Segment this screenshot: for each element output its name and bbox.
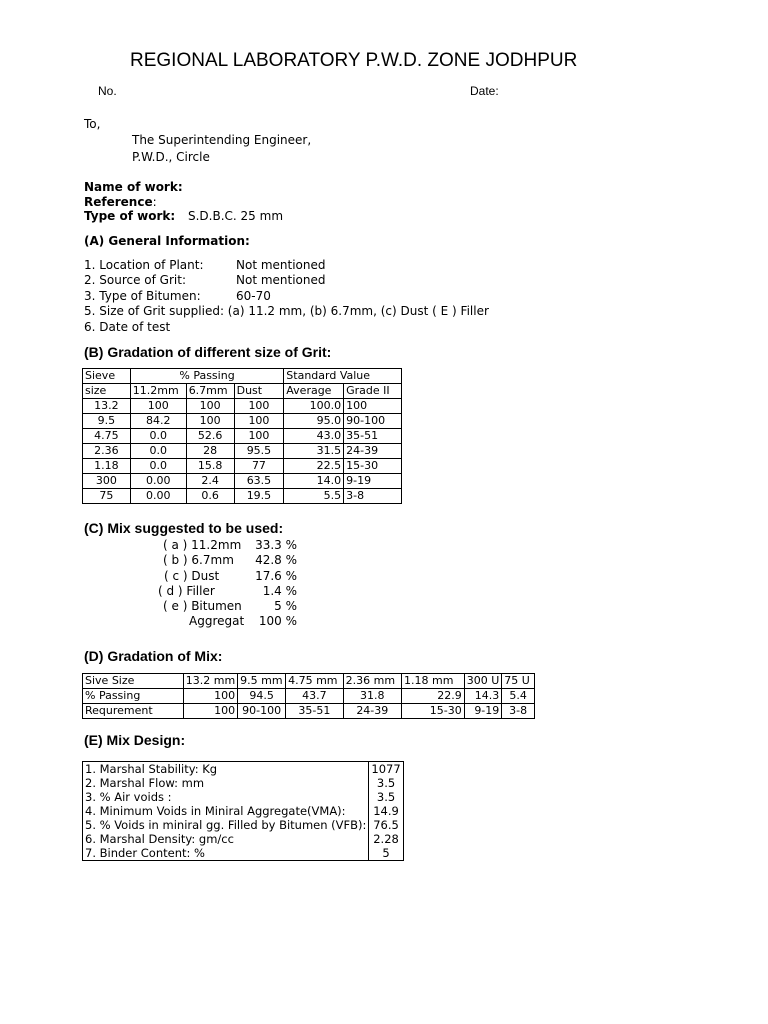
table-cell: 22.9 <box>402 689 465 704</box>
type-of-work-label: Type of work: <box>84 209 176 223</box>
table-cell: 43.0 <box>284 429 344 444</box>
table-cell: 5 <box>369 846 403 861</box>
table-cell: 0.6 <box>186 489 234 504</box>
table-cell: 15-30 <box>344 459 402 474</box>
table-cell: 100 <box>130 399 186 414</box>
mix-item-label: Aggregat <box>189 614 245 629</box>
general-item-label: 2. Source of Grit: <box>84 273 186 287</box>
table-cell: 0.0 <box>130 444 186 459</box>
general-item-label: 1. Location of Plant: <box>84 258 204 272</box>
mix-suggested-list <box>155 538 297 630</box>
mix-suggested-heading: (C) Mix suggested to be used: <box>84 520 284 536</box>
table-row <box>83 704 535 719</box>
mix-design-table <box>82 761 404 861</box>
table-cell: 13.2 <box>83 399 131 414</box>
table-cell: 15.8 <box>186 459 234 474</box>
list-item <box>155 538 297 553</box>
table-header-row <box>83 674 535 689</box>
table-header-row <box>83 384 402 399</box>
header-cell: size <box>83 384 131 399</box>
table-cell: 15-30 <box>402 704 465 719</box>
table-cell: 14.0 <box>284 474 344 489</box>
reference-row <box>84 195 157 209</box>
table-cell: 22.5 <box>284 459 344 474</box>
general-item-value: Not mentioned <box>236 258 326 272</box>
table-cell: 3-8 <box>344 489 402 504</box>
table-cell: 90-100 <box>238 704 286 719</box>
table-cell: 300 <box>83 474 131 489</box>
table-cell: 94.5 <box>238 689 286 704</box>
general-item-label: 5. Size of Grit supplied: (a) 11.2 mm, (b) 6.7mm, (c) Dust ( E ) Filler <box>84 304 489 318</box>
table-cell: 100 <box>183 704 237 719</box>
table-cell: 35-51 <box>286 704 344 719</box>
header-cell: Dust <box>234 384 284 399</box>
table-row <box>83 776 404 790</box>
header-cell: 11.2mm <box>130 384 186 399</box>
table-cell: 100 <box>234 414 284 429</box>
table-cell: 31.5 <box>284 444 344 459</box>
header-cell: 2.36 mm <box>343 674 401 689</box>
table-row <box>83 399 402 414</box>
table-row <box>83 818 404 832</box>
table-cell: 7. Binder Content: % <box>83 846 369 861</box>
table-cell: 76.5 <box>369 818 403 832</box>
grit-gradation-table <box>82 368 402 504</box>
table-cell: 63.5 <box>234 474 284 489</box>
header-cell: Grade II <box>344 384 402 399</box>
mix-item-value: 5 % <box>274 599 297 614</box>
table-cell: 100.0 <box>284 399 344 414</box>
mix-item-value: 33.3 % <box>255 538 297 552</box>
mix-gradation-heading: (D) Gradation of Mix: <box>84 648 223 664</box>
list-item <box>155 584 297 599</box>
grit-gradation-heading: (B) Gradation of different size of Grit: <box>84 344 332 360</box>
table-row <box>83 790 404 804</box>
header-cell: Standard Value <box>284 369 402 384</box>
general-item-value: 60-70 <box>236 289 271 303</box>
table-cell: 1.18 <box>83 459 131 474</box>
table-cell: 3-8 <box>502 704 535 719</box>
mix-item-value: 1.4 % <box>262 583 297 598</box>
page-title: REGIONAL LABORATORY P.W.D. ZONE JODHPUR <box>130 50 578 71</box>
mix-item-label: ( d ) Filler <box>158 583 215 598</box>
header-cell: 75 U <box>502 674 535 689</box>
table-cell: 95.5 <box>234 444 284 459</box>
header-cell: 9.5 mm <box>238 674 286 689</box>
table-cell: 0.0 <box>130 459 186 474</box>
header-cell: Average <box>284 384 344 399</box>
address-line-1: The Superintending Engineer, <box>132 133 312 147</box>
header-cell: 6.7mm <box>186 384 234 399</box>
date-label: Date: <box>470 84 499 98</box>
table-cell: 2.4 <box>186 474 234 489</box>
table-row <box>83 489 402 504</box>
list-item <box>155 614 297 629</box>
table-cell: 24-39 <box>344 444 402 459</box>
table-cell: 5.5 <box>284 489 344 504</box>
mix-item-value: 100 % <box>258 614 297 629</box>
table-cell: 0.00 <box>130 489 186 504</box>
mix-item-value: 42.8 % <box>255 553 297 568</box>
table-row <box>83 689 535 704</box>
table-row <box>83 762 404 777</box>
type-of-work-value: S.D.B.C. 25 mm <box>188 209 284 223</box>
table-cell: 9.5 <box>83 414 131 429</box>
header-cell: 300 U <box>464 674 502 689</box>
table-cell: 6. Marshal Density: gm/cc <box>83 832 369 846</box>
list-item <box>155 553 297 568</box>
table-cell: 100 <box>234 399 284 414</box>
table-cell: % Passing <box>83 689 184 704</box>
reference-label: Reference <box>84 195 153 209</box>
header-cell: 1.18 mm <box>402 674 465 689</box>
address-to: To, <box>84 117 101 131</box>
mix-item-label: ( c ) Dust <box>164 568 220 583</box>
mix-item-label: ( a ) 11.2mm <box>163 538 242 552</box>
list-item <box>155 569 297 584</box>
table-row <box>83 459 402 474</box>
table-cell: 9-19 <box>464 704 502 719</box>
general-item-value: Not mentioned <box>236 273 326 287</box>
table-cell: 2.36 <box>83 444 131 459</box>
table-cell: 0.00 <box>130 474 186 489</box>
mix-item-label: ( b ) 6.7mm <box>163 553 234 568</box>
table-cell: 1. Marshal Stability: Kg <box>83 762 369 777</box>
table-cell: 75 <box>83 489 131 504</box>
table-cell: 100 <box>234 429 284 444</box>
general-item-label: 3. Type of Bitumen: <box>84 289 201 303</box>
general-info-heading: (A) General Information: <box>84 234 250 248</box>
table-cell: 90-100 <box>344 414 402 429</box>
table-row <box>83 429 402 444</box>
header-cell: % Passing <box>130 369 284 384</box>
table-cell: 2.28 <box>369 832 403 846</box>
table-cell: 77 <box>234 459 284 474</box>
table-cell: 28 <box>186 444 234 459</box>
table-cell: 5.4 <box>502 689 535 704</box>
table-cell: 95.0 <box>284 414 344 429</box>
general-item-label: 6. Date of test <box>84 320 171 334</box>
header-cell: 4.75 mm <box>286 674 344 689</box>
table-row <box>83 444 402 459</box>
table-cell: 3.5 <box>369 776 403 790</box>
mix-design-heading: (E) Mix Design: <box>84 732 186 748</box>
table-cell: 24-39 <box>343 704 401 719</box>
table-cell: 35-51 <box>344 429 402 444</box>
table-cell: 4.75 <box>83 429 131 444</box>
table-cell: 100 <box>186 414 234 429</box>
name-of-work-label: Name of work: <box>84 180 183 194</box>
table-row <box>83 846 404 861</box>
table-row <box>83 474 402 489</box>
table-cell: 0.0 <box>130 429 186 444</box>
table-header-row <box>83 369 402 384</box>
table-cell: 4. Minimum Voids in Miniral Aggregate(VMA): <box>83 804 369 818</box>
table-cell: 14.9 <box>369 804 403 818</box>
header-cell: Sive Size <box>83 674 184 689</box>
table-cell: 3.5 <box>369 790 403 804</box>
table-cell: 5. % Voids in miniral gg. Filled by Bitumen (VFB): <box>83 818 369 832</box>
table-cell: 43.7 <box>286 689 344 704</box>
table-row <box>83 804 404 818</box>
mix-item-value: 17.6 % <box>255 568 297 583</box>
list-item <box>155 599 297 614</box>
address-line-2: P.W.D., Circle <box>132 150 210 164</box>
table-cell: 100 <box>183 689 237 704</box>
number-label: No. <box>98 84 117 98</box>
table-cell: 14.3 <box>464 689 502 704</box>
mix-item-label: ( e ) Bitumen <box>163 599 242 614</box>
table-cell: 52.6 <box>186 429 234 444</box>
table-cell: 100 <box>344 399 402 414</box>
table-row <box>83 414 402 429</box>
mix-gradation-table <box>82 673 535 719</box>
table-cell: 9-19 <box>344 474 402 489</box>
table-cell: 100 <box>186 399 234 414</box>
table-cell: 3. % Air voids : <box>83 790 369 804</box>
table-row <box>83 832 404 846</box>
table-cell: 1077 <box>369 762 403 777</box>
table-cell: Requrement <box>83 704 184 719</box>
table-cell: 31.8 <box>343 689 401 704</box>
header-cell: Sieve <box>83 369 131 384</box>
reference-colon: : <box>152 195 157 209</box>
table-cell: 84.2 <box>130 414 186 429</box>
header-cell: 13.2 mm <box>183 674 237 689</box>
table-cell: 19.5 <box>234 489 284 504</box>
table-cell: 2. Marshal Flow: mm <box>83 776 369 790</box>
